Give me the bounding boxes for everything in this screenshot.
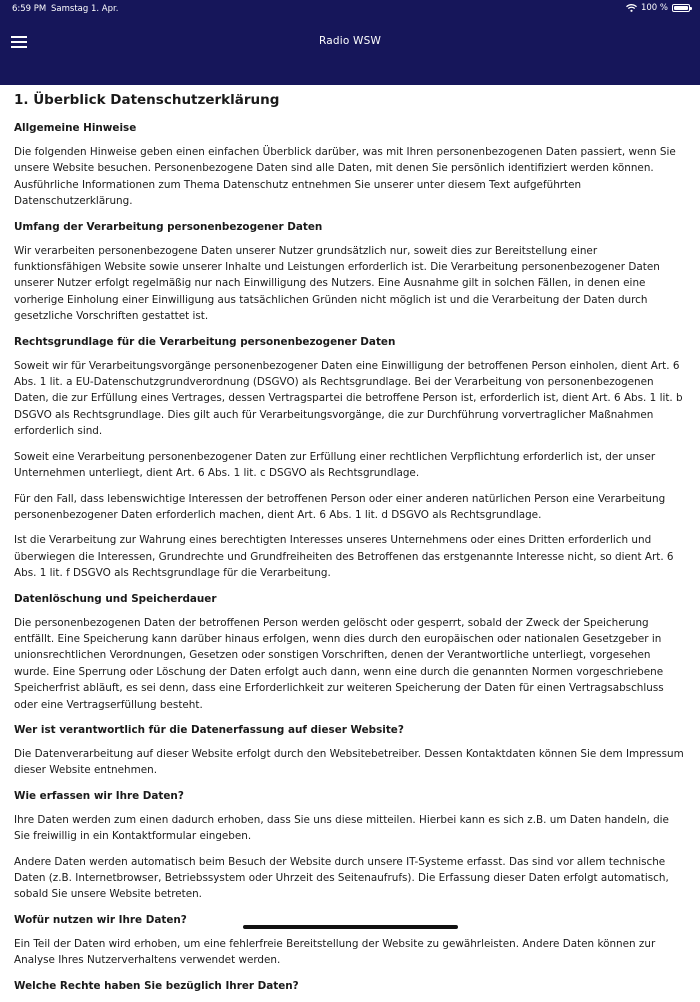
section-paragraph: Ein Teil der Daten wird erhoben, um eine fehlerfreie Bereitstellung der Website zu gewährleisten. Andere Daten können zur Analyse Ihres Nutzerverhaltens verwendet werden. (14, 937, 656, 967)
section-paragraph: Für den Fall, dass lebenswichtige Interessen der betroffenen Person oder einer anderen natürlichen Person eine Verarbeitung personenbezogener Daten erforderlich machen, dient Art. 6 Abs. 1 lit. d DSGVO als Rechtsgrundlage. (14, 492, 666, 521)
battery-icon (672, 4, 690, 12)
section-heading: Umfang der Verarbeitung personenbezogener Daten (14, 220, 323, 233)
app-title: Radio WSW (318, 35, 382, 47)
section-paragraph: Soweit wir für Verarbeitungsvorgänge personenbezogener Daten eine Einwilligung der betroffenen Person einholen, dient Art. 6 Abs. 1 lit. a EU-Datenschutzgrundverordnung (DSGVO) als Rechtsgrundlage. Bei der Verarbeitung von personenbezogenen Daten, die zur Erfüllung eines Vertrages, dessen Vertragspartei die betroffene Person ist, erforderlich ist, dient Art. 6 Abs. 1 lit. b DSGVO als Rechtsgrundlage. Dies gilt auch für Verarbeitungsvorgänge, die zur Durchführung vorvertraglicher Maßnahmen erforderlich sind. (14, 359, 683, 438)
page-title: 1. Überblick Datenschutzerklärung (14, 92, 280, 108)
section-heading: Rechtsgrundlage für die Verarbeitung personenbezogener Daten (14, 335, 396, 348)
status-bar (0, 0, 700, 18)
privacy-content (14, 85, 686, 1002)
sections-container (14, 120, 686, 994)
section-heading: Welche Rechte haben Sie bezüglich Ihrer Daten? (14, 979, 299, 992)
status-time: 6:59 PM (12, 4, 47, 14)
section-heading: Allgemeine Hinweise (14, 122, 137, 134)
section-heading: Datenlöschung und Speicherdauer (14, 592, 217, 605)
section-heading: Wofür nutzen wir Ihre Daten? (14, 913, 187, 926)
status-date: Samstag 1. Apr. (51, 4, 119, 14)
home-indicator[interactable] (243, 925, 458, 929)
section-paragraph: Wir verarbeiten personenbezogene Daten unserer Nutzer grundsätzlich nur, soweit dies zur Bereitstellung einer funktionsfähigen Website sowie unserer Inhalte und Leistungen erforderlich ist. Die Verarbeitung personenbezogener Daten unserer Nutzer erfolgt regelmäßig nur nach Einwilligung des Nutzers. Eine Ausnahme gilt in solchen Fällen, in denen eine vorherige Einholung einer Einwilligung aus tatsächlichen Gründen nicht möglich ist und die Verarbeitung der Daten durch gesetzliche Vorschriften gestattet ist. (14, 244, 660, 323)
section-paragraph: Die folgenden Hinweise geben einen einfachen Überblick darüber, was mit Ihren personenbezogenen Daten passiert, wenn Sie unsere Website besuchen. Personenbezogene Daten sind alle Daten, mit denen Sie persönlich identifiziert werden können. Ausführliche Informationen zum Thema Datenschutz entnehmen Sie unserer unter diesem Text aufgeführten Datenschutzerklärung. (14, 146, 676, 208)
section-paragraph: Ihre Daten werden zum einen dadurch erhoben, dass Sie uns diese mitteilen. Hierbei kann es sich z.B. um Daten handeln, die Sie freiwillig in ein Kontaktformular eingeben. (14, 813, 669, 843)
section-paragraph: Soweit eine Verarbeitung personenbezogener Daten zur Erfüllung einer rechtlichen Verpflichtung erforderlich ist, der unser Unternehmen unterliegt, dient Art. 6 Abs. 1 lit. c DSGVO als Rechtsgrundlage. (14, 450, 656, 480)
section-heading: Wie erfassen wir Ihre Daten? (14, 789, 184, 802)
section-paragraph: Die Datenverarbeitung auf dieser Website erfolgt durch den Websitebetreiber. Dessen Kontaktdaten können Sie dem Impressum dieser Website entnehmen. (14, 747, 684, 777)
section-paragraph: Die personenbezogenen Daten der betroffenen Person werden gelöscht oder gesperrt, sobald der Zweck der Speicherung entfällt. Eine Speicherung kann darüber hinaus erfolgen, wenn dies durch den europäischen oder nationalen Gesetzgeber in unionsrechtlichen Verordnungen, Gesetzen oder sonstigen Vorschriften, denen der Verantwortliche unterliegt, vorgesehen wurde. Eine Sperrung oder Löschung der Daten erfolgt auch dann, wenn eine durch die genannten Normen vorgeschriebene Speicherfrist abläuft, es sei denn, dass eine Erforderlichkeit zur weiteren Speicherung der Daten für einen Vertragsabschluss oder eine Vertragserfüllung besteht. (14, 616, 664, 711)
section-heading: Wer ist verantwortlich für die Datenerfassung auf dieser Website? (14, 723, 404, 736)
wifi-icon (626, 4, 637, 12)
status-right (626, 3, 690, 13)
battery-percent: 100 % (640, 3, 668, 13)
section-paragraph: Andere Daten werden automatisch beim Besuch der Website durch unsere IT-Systeme erfasst. Das sind vor allem technische Daten (z.B. Internetbrowser, Betriebssystem oder Uhrzeit des Seitenaufrufs). Die Erfassung dieser Daten erfolgt automatisch, sobald Sie unsere Website betreten. (14, 855, 669, 901)
section-paragraph: Ist die Verarbeitung zur Wahrung eines berechtigten Interesses unseres Unternehmens oder eines Dritten erforderlich und überwiegen die Interessen, Grundrechte und Grundfreiheiten des Betroffenen das erstgenannte Interesse nicht, so dient Art. 6 Abs. 1 lit. f DSGVO als Rechtsgrundlage für die Verarbeitung. (14, 534, 674, 580)
app-header (0, 0, 700, 85)
